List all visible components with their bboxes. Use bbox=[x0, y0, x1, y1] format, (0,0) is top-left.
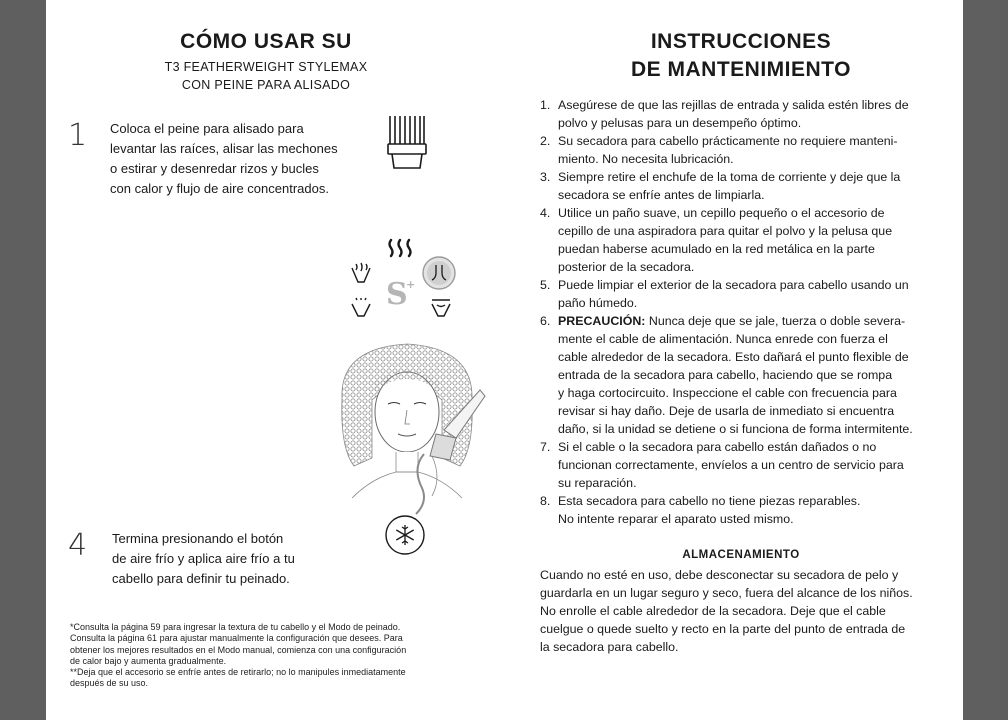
attachment-name: CON PEINE PARA ALISADO bbox=[181, 78, 351, 92]
maintenance-list bbox=[536, 96, 946, 528]
footnote: *Consulta la página 59 para ingresar la textura de tu cabello y el Modo de peinado. Consulta la página 61 para ajustar manualmente la configuración que desees. Para obtener los mejores resultados en el Modo manual, comienza con una configuración de calor bajo y aumenta gradualmente. **Deja que el accesorio se enfríe antes de retirarlo; no lo manipules inmediatamente después de su uso. bbox=[70, 622, 407, 689]
list-item: 7. Si el cable o la secadora para cabello están dañados o no funcionan correctamente, envíelos a un centro de servicio para su reparación. bbox=[540, 440, 904, 490]
snowflake-cool-shot-icon bbox=[384, 514, 426, 556]
product-name: T3 FEATHERWEIGHT STYLEMAX bbox=[164, 60, 368, 74]
how-to-use-title: CÓMO USAR SU bbox=[180, 30, 352, 53]
list-item: 5. Puede limpiar el exterior de la secadora para cabello usando un paño húmedo. bbox=[540, 278, 909, 310]
woman-curly-hair-illustration bbox=[332, 338, 486, 518]
list-item: 3. Siempre retire el enchufe de la toma de corriente y deje que la secadora se enfríe antes de limpiarla. bbox=[540, 170, 901, 202]
comb-icon bbox=[386, 114, 428, 170]
straight-texture-icon bbox=[350, 296, 372, 318]
step-1-number: 1 bbox=[68, 118, 88, 153]
caution-label: PRECAUCIÓN: bbox=[558, 314, 646, 328]
storage-text: Cuando no esté en uso, debe desconectar su secadora de pelo y guardarla en un lugar seguro y seco, fuera del alcance de los niños. No enrolle el cable alrededor de la secadora. Deje que el cable cuelgue o quede suelto y recto en la parte del punto de entrada de la secadora para cabello. bbox=[540, 568, 913, 654]
heat-waves-icon bbox=[386, 238, 416, 258]
wave-texture-icon bbox=[430, 296, 452, 318]
list-item: 8. Esta secadora para cabello no tiene piezas reparables. No intente reparar el aparato usted mismo. bbox=[540, 494, 861, 526]
style-s-plus-icon bbox=[384, 274, 418, 308]
list-item: 2. Su secadora para cabello prácticamente no requiere manteni- miento. No necesita lubricación. bbox=[540, 134, 898, 166]
step-1-text: Coloca el peine para alisado para levantar las raíces, alisar las mechones o estirar y desenredar rizos y bucles con calor y flujo de aire concentrados. bbox=[110, 121, 338, 196]
maintenance-title-line2: DE MANTENIMIENTO bbox=[631, 58, 851, 81]
curl-texture-icon bbox=[350, 262, 372, 284]
airflow-icon bbox=[422, 256, 456, 290]
list-item: 4. Utilice un paño suave, un cepillo pequeño o el accesorio de cepillo de una aspiradora para quitar el polvo y la pelusa que puedan haberse acumulado en la red metálica en la parte posterior de la secadora. bbox=[540, 206, 893, 274]
manual-page bbox=[46, 0, 963, 720]
list-item-caution: 6. PRECAUCIÓN: Nunca deje que se jale, tuerza o doble severa- mente el cable de alimentación. Nunca enrede con fuerza el cable alrededor de la secadora. Esto dañará el punto flexible de entrada de la secadora para cabello, haciendo que se rompa y haga cortocircuito. Inspeccione el cable con frecuencia para revisar si hay daño. Deje de usarla de inmediato si encuentra daño, si la unidad se detiene o si funciona de forma intermitente. bbox=[540, 314, 913, 436]
svg-text:S: S bbox=[386, 277, 408, 308]
step-4-number: 4 bbox=[68, 528, 88, 563]
maintenance-title-line1: INSTRUCCIONES bbox=[650, 30, 832, 53]
svg-text:+: + bbox=[406, 278, 416, 291]
step-4-text: Termina presionando el botón de aire frío y aplica aire frío a tu cabello para definir tu peinado. bbox=[112, 531, 295, 586]
maintenance-column bbox=[536, 0, 946, 720]
list-item: 1. Asegúrese de que las rejillas de entrada y salida estén libres de polvo y pelusas para un desempeño óptimo. bbox=[540, 98, 909, 130]
how-to-use-column bbox=[46, 0, 486, 720]
storage-title: ALMACENAMIENTO bbox=[682, 549, 800, 561]
